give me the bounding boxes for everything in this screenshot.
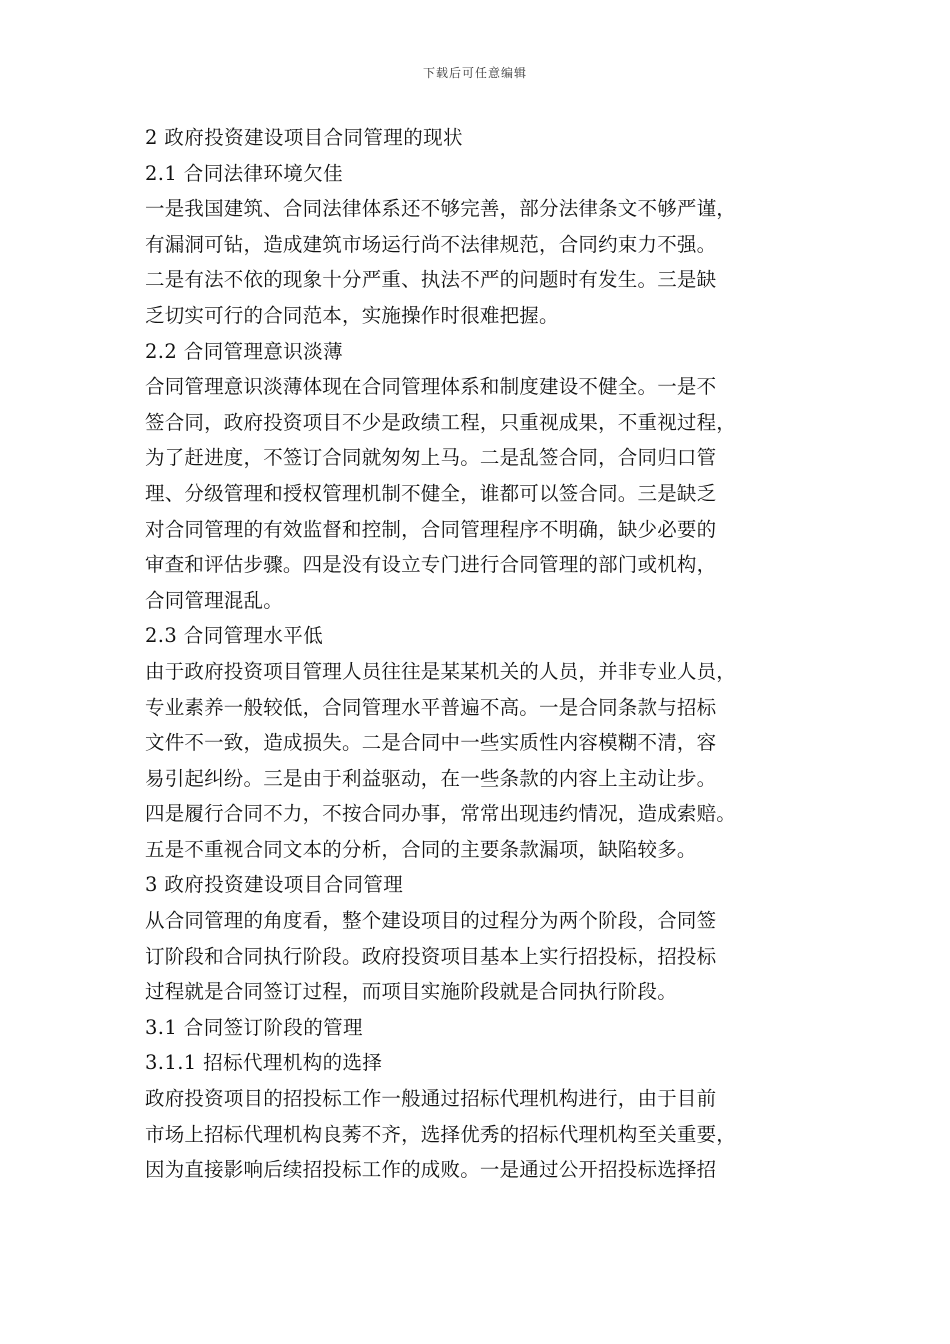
- body-text-line: 一是我国建筑、合同法律体系还不够完善，部分法律条文不够严谨，: [145, 197, 737, 221]
- body-text-line: 有漏洞可钻，造成建筑市场运行尚不法律规范，合同约束力不强。: [145, 232, 717, 256]
- body-text-line: 签合同，政府投资项目不少是政绩工程，只重视成果，不重视过程，: [145, 410, 737, 434]
- section-heading: 2.3 合同管理水平低: [145, 624, 324, 648]
- body-text-line: 从合同管理的角度看，整个建设项目的过程分为两个阶段，合同签: [145, 909, 717, 933]
- body-text-line: 文件不一致，造成损失。二是合同中一些实质性内容模糊不清，容: [145, 731, 717, 755]
- body-text-line: 五是不重视合同文本的分析，合同的主要条款漏项，缺陷较多。: [145, 837, 697, 861]
- section-heading: 2 政府投资建设项目合同管理的现状: [145, 126, 463, 149]
- section-heading: 3.1 合同签订阶段的管理: [145, 1015, 363, 1039]
- section-heading: 3.1.1 招标代理机构的选择: [145, 1051, 383, 1075]
- body-text-line: 为了赶进度，不签订合同就匆匆上马。二是乱签合同，合同归口管: [145, 446, 717, 470]
- body-text-line: 市场上招标代理机构良莠不齐，选择优秀的招标代理机构至关重要，: [145, 1122, 737, 1146]
- body-text-line: 对合同管理的有效监督和控制，合同管理程序不明确，缺少必要的: [145, 517, 717, 541]
- body-text-line: 合同管理意识淡薄体现在合同管理体系和制度建设不健全。一是不: [145, 375, 717, 399]
- body-text-line: 易引起纠纷。三是由于利益驱动，在一些条款的内容上主动让步。: [145, 766, 717, 790]
- document-body: [145, 120, 825, 1188]
- body-text-line: 由于政府投资项目管理人员往往是某某机关的人员，并非专业人员，: [145, 659, 737, 683]
- section-heading: 2.1 合同法律环境欠佳: [145, 161, 344, 185]
- body-text-line: 订阶段和合同执行阶段。政府投资项目基本上实行招投标，招投标: [145, 944, 717, 968]
- body-text-line: 政府投资项目的招投标工作一般通过招标代理机构进行，由于目前: [145, 1087, 717, 1111]
- body-text-line: 专业素养一般较低，合同管理水平普遍不高。一是合同条款与招标: [145, 695, 717, 719]
- body-text-line: 合同管理混乱。: [145, 588, 283, 612]
- body-text-line: 理、分级管理和授权管理机制不健全，谁都可以签合同。三是缺乏: [145, 481, 717, 505]
- body-text-line: 乏切实可行的合同范本，实施操作时很难把握。: [145, 303, 559, 327]
- section-heading: 3 政府投资建设项目合同管理: [145, 873, 404, 897]
- body-text-line: 因为直接影响后续招投标工作的成败。一是通过公开招投标选择招: [145, 1158, 717, 1182]
- section-heading: 2.2 合同管理意识淡薄: [145, 339, 344, 363]
- page-header-note: 下载后可任意编辑: [422, 66, 527, 80]
- body-text-line: 二是有法不依的现象十分严重、执法不严的问题时有发生。三是缺: [145, 268, 717, 292]
- body-text-line: 过程就是合同签订过程，而项目实施阶段就是合同执行阶段。: [145, 980, 677, 1004]
- body-text-line: 审查和评估步骤。四是没有设立专门进行合同管理的部门或机构，: [145, 553, 717, 577]
- body-text-line: 四是履行合同不力，不按合同办事，常常出现违约情况，造成索赔。: [145, 802, 737, 826]
